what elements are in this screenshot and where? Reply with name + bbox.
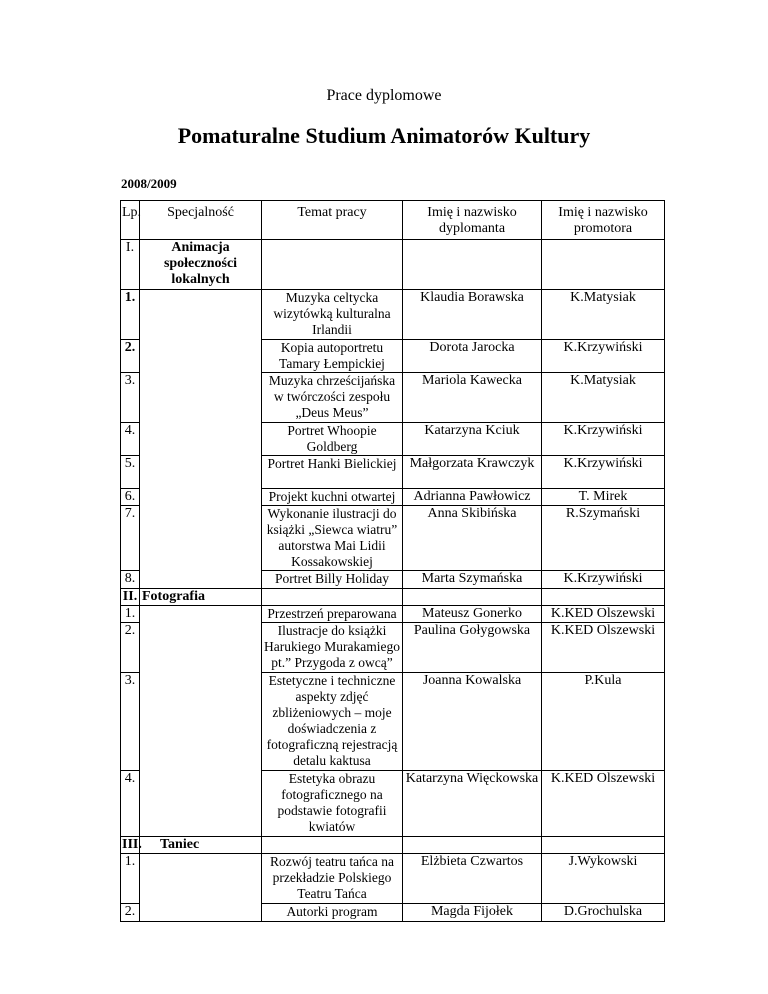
empty-cell [403, 589, 542, 606]
row-promoter: K.Matysiak [542, 290, 665, 340]
row-promoter: K.KED Olszewski [542, 771, 665, 837]
section-row [121, 837, 665, 854]
empty-cell [542, 240, 665, 290]
header-student: Imię i nazwisko dyplomanta [403, 201, 542, 240]
empty-cell [140, 606, 262, 837]
row-promoter: K.Krzywiński [542, 571, 665, 589]
empty-cell [542, 837, 665, 854]
row-lp: 2. [121, 340, 140, 373]
row-promoter: K.KED Olszewski [542, 606, 665, 623]
row-lp: 5. [121, 456, 140, 489]
row-topic: Portret Billy Holiday [262, 571, 403, 589]
row-topic: Portret Hanki Bielickiej [262, 456, 403, 489]
table-header-row [121, 201, 665, 240]
empty-cell [262, 589, 403, 606]
row-student: Anna Skibińska [403, 506, 542, 571]
section-row [121, 589, 665, 606]
row-student: Małgorzata Krawczyk [403, 456, 542, 489]
row-topic: Estetyczne i techniczne aspekty zdjęć zbliżeniowych – moje doświadczenia z fotograficzną rejestracją detalu kaktusa [262, 673, 403, 771]
row-topic: Projekt kuchni otwartej [262, 489, 403, 506]
header-specialization: Specjalność [140, 201, 262, 240]
row-promoter: K.KED Olszewski [542, 623, 665, 673]
row-promoter: K.Matysiak [542, 373, 665, 423]
table-row [121, 290, 665, 340]
row-lp: 4. [121, 423, 140, 456]
row-promoter: R.Szymański [542, 506, 665, 571]
section-row [121, 240, 665, 290]
row-promoter: D.Grochulska [542, 904, 665, 922]
row-lp: 6. [121, 489, 140, 506]
row-student: Katarzyna Więckowska [403, 771, 542, 837]
row-lp: 2. [121, 623, 140, 673]
section-name: Animacja społeczności lokalnych [140, 240, 262, 290]
row-lp: 2. [121, 904, 140, 922]
table-row [121, 606, 665, 623]
row-student: Marta Szymańska [403, 571, 542, 589]
section-numeral: I. [121, 240, 140, 290]
section-numeral: II. [121, 589, 140, 606]
row-topic: Portret Whoopie Goldberg [262, 423, 403, 456]
document-title: Pomaturalne Studium Animatorów Kultury [177, 123, 591, 148]
row-promoter: J.Wykowski [542, 854, 665, 904]
row-lp: 3. [121, 373, 140, 423]
row-promoter: K.Krzywiński [542, 340, 665, 373]
empty-cell [262, 837, 403, 854]
header-lp: Lp. [121, 201, 140, 240]
empty-cell [403, 837, 542, 854]
row-topic: Wykonanie ilustracji do książki „Siewca wiatru” autorstwa Mai Lidii Kossakowskiej [262, 506, 403, 571]
row-topic: Muzyka celtycka wizytówką kulturalna Irlandii [262, 290, 403, 340]
row-topic: Estetyka obrazu fotograficznego na podstawie fotografii kwiatów [262, 771, 403, 837]
row-student: Joanna Kowalska [403, 673, 542, 771]
section-name: Taniec [140, 837, 262, 854]
row-topic: Rozwój teatru tańca na przekładzie Polskiego Teatru Tańca [262, 854, 403, 904]
section-name: Fotografia [140, 589, 262, 606]
row-student: Magda Fijołek [403, 904, 542, 922]
header-promoter: Imię i nazwisko promotora [542, 201, 665, 240]
academic-year: 2008/2009 [121, 176, 177, 191]
row-promoter: K.Krzywiński [542, 423, 665, 456]
row-lp: 7. [121, 506, 140, 571]
row-student: Elżbieta Czwartos [403, 854, 542, 904]
row-student: Paulina Gołygowska [403, 623, 542, 673]
row-topic: Przestrzeń preparowana [262, 606, 403, 623]
diploma-works-table [120, 200, 665, 922]
row-topic: Muzyka chrześcijańska w twórczości zespołu „Deus Meus” [262, 373, 403, 423]
row-student: Dorota Jarocka [403, 340, 542, 373]
row-lp: 1. [121, 290, 140, 340]
row-student: Katarzyna Kciuk [403, 423, 542, 456]
row-student: Klaudia Borawska [403, 290, 542, 340]
empty-cell [140, 290, 262, 589]
section-numeral: III. [122, 837, 142, 852]
row-student: Mateusz Gonerko [403, 606, 542, 623]
row-lp: 3. [121, 673, 140, 771]
header-topic: Temat pracy [262, 201, 403, 240]
row-topic: Ilustracje do książki Harukiego Murakamiego pt.” Przygoda z owcą” [262, 623, 403, 673]
document-subtitle: Prace dyplomowe [326, 87, 442, 104]
row-promoter: K.Krzywiński [542, 456, 665, 489]
empty-cell [403, 240, 542, 290]
row-student: Adrianna Pawłowicz [403, 489, 542, 506]
empty-cell [542, 589, 665, 606]
row-student: Mariola Kawecka [403, 373, 542, 423]
row-promoter: P.Kula [542, 673, 665, 771]
row-topic: Autorki program [262, 904, 403, 922]
empty-cell [140, 854, 262, 922]
row-promoter: T. Mirek [542, 489, 665, 506]
row-lp: 4. [121, 771, 140, 837]
table-row [121, 854, 665, 904]
row-lp: 1. [121, 854, 140, 904]
row-lp: 8. [121, 571, 140, 589]
row-lp: 1. [121, 606, 140, 623]
empty-cell [262, 240, 403, 290]
row-topic: Kopia autoportretu Tamary Łempickiej [262, 340, 403, 373]
